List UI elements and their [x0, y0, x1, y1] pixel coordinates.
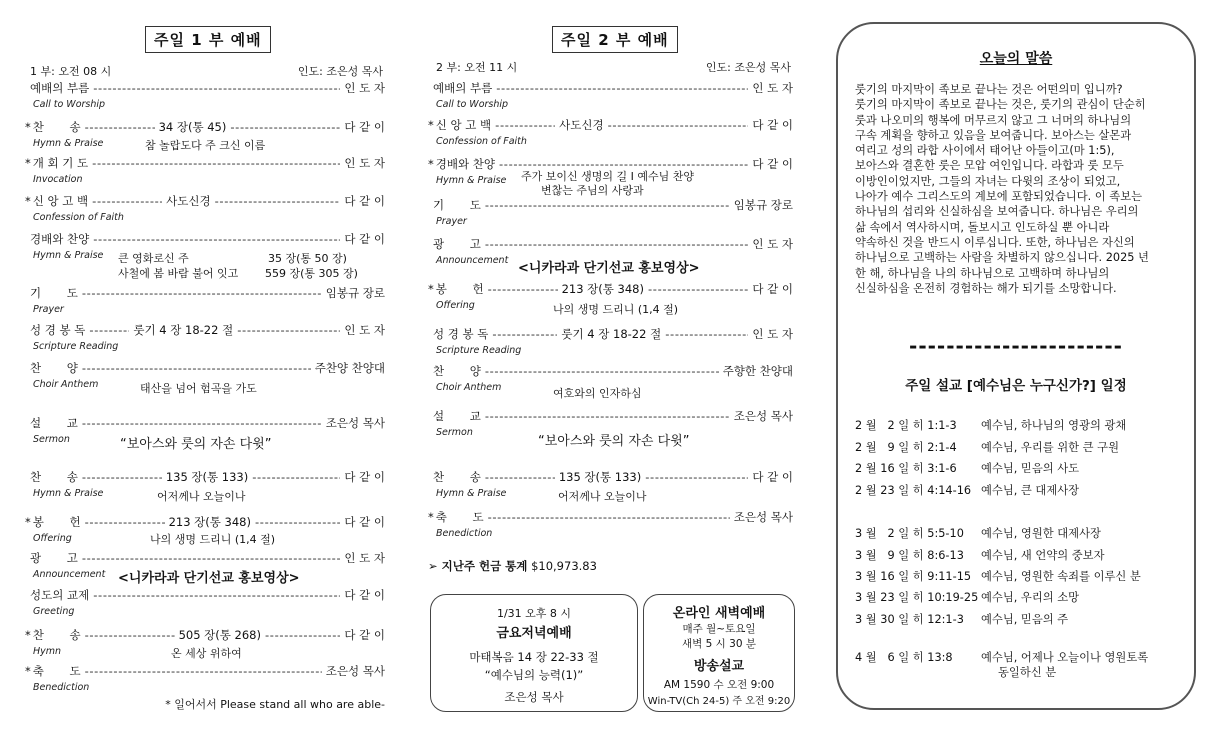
schedule-topic: 예수님, 우리의 소망 — [981, 591, 1080, 604]
schedule-row — [855, 649, 1148, 665]
program-row — [25, 469, 385, 485]
friday-scripture: 마태복음 14 장 22-33 절 — [469, 650, 599, 664]
todays-word-panel — [836, 22, 1196, 710]
program-row — [25, 285, 385, 301]
leader-dots — [665, 327, 748, 341]
program-item-name: 개 회 기 도 — [32, 156, 89, 170]
stand-marker: * — [428, 282, 434, 296]
program-item-english: Greeting — [33, 606, 75, 617]
leader-dots — [82, 551, 341, 565]
program-item-label — [428, 469, 481, 485]
program-item-english: Invocation — [33, 174, 83, 185]
program-row — [25, 193, 385, 209]
program-row — [428, 236, 793, 252]
program-item-name: 설 교 — [30, 416, 78, 430]
program-item-detail: 213 장(통 348) — [561, 282, 644, 296]
program-item-label — [428, 509, 484, 525]
program-item-leader: 다 같 이 — [344, 194, 385, 208]
program-item-label — [25, 663, 81, 679]
program-item-name: 성 경 봉 독 — [30, 323, 86, 337]
program-item-name: 기 도 — [433, 198, 481, 212]
paragraph-line: 하나님으로 고백하는 사람을 차별하지 않으십니다. 2025 년 — [855, 251, 1149, 265]
program-row — [25, 627, 385, 643]
leader-dots — [485, 364, 719, 378]
leader-dots — [85, 120, 155, 134]
program-row — [428, 408, 793, 424]
program-item-label — [25, 514, 81, 530]
stand-footnote: * 일어서서 Please stand all who are able- — [165, 698, 385, 711]
program-item-label — [25, 627, 81, 643]
first-service-time: 1 부: 오전 08 시 — [30, 65, 112, 78]
schedule-topic: 예수님, 하나님의 영광의 광채 — [981, 419, 1127, 432]
program-item-leader: 인 도 자 — [344, 156, 385, 170]
program-item-english: Hymn & Praise — [436, 175, 507, 186]
program-item-english: Benediction — [33, 682, 90, 693]
program-item-detail: 135 장(통 133) — [165, 470, 249, 484]
program-item-leader: 임봉규 장로 — [733, 198, 793, 212]
stand-marker: * — [428, 118, 434, 132]
schedule-date: 3 월 30 일 히 12:1-3 — [855, 613, 964, 626]
program-item-leader: 인 도 자 — [344, 323, 385, 337]
offering-stats-label: ➢ 지난주 헌금 통계 — [428, 559, 528, 573]
paragraph-line: 구속 계획을 향하고 있음을 보여줍니다. 보아스는 살몬과 — [855, 128, 1132, 142]
program-item-note: 태산을 넘어 험곡을 가도 — [140, 382, 257, 395]
leader-dots — [252, 470, 340, 484]
program-item-label — [25, 322, 85, 338]
schedule-topic: 예수님, 우리를 위한 큰 구원 — [981, 441, 1119, 454]
leader-dots — [82, 361, 311, 375]
schedule-row — [855, 482, 1079, 498]
schedule-row — [855, 568, 1141, 584]
second-service-time: 2 부: 오전 11 시 — [436, 61, 518, 74]
schedule-topic: 예수님, 어제나 오늘이나 영원토록 — [981, 651, 1149, 664]
program-item-leader: 다 같 이 — [344, 470, 385, 484]
program-item-note: 나의 생명 드리니 (1,4 절) — [150, 533, 276, 546]
program-item-note: 어저께나 오늘이나 — [558, 490, 647, 503]
program-item-name: 봉 헌 — [435, 282, 484, 296]
broadcast-am: AM 1590 수 오전 9:00 — [663, 679, 775, 691]
leader-dots — [92, 156, 340, 170]
leader-dots — [265, 628, 340, 642]
program-item-english: Hymn & Praise — [33, 250, 104, 261]
program-item-english: Call to Worship — [436, 99, 509, 110]
program-item-english: Hymn & Praise — [33, 488, 104, 499]
program-item-english: Offering — [436, 300, 475, 311]
leader-dots — [645, 470, 748, 484]
program-item-name: 찬 송 — [32, 628, 81, 642]
program-item-note: 어저께나 오늘이나 — [157, 490, 246, 503]
first-service-title: 주일 1 부 예배 — [145, 26, 271, 53]
program-item-leader: 조은성 목사 — [733, 409, 793, 423]
program-item-leader: 인 도 자 — [344, 81, 385, 95]
todays-word-paragraph — [855, 82, 1185, 296]
program-item-leader: 인 도 자 — [752, 327, 793, 341]
program-item-label — [428, 281, 484, 297]
program-row — [25, 514, 385, 530]
leader-dots — [496, 81, 748, 95]
program-item-english: Hymn & Praise — [436, 488, 507, 499]
paragraph-line: 룻과 나오미의 행복에 머무르지 않고 그 너머의 하나님의 — [855, 113, 1132, 127]
schedule-row — [855, 439, 1119, 455]
program-row — [25, 119, 385, 135]
program-item-leader: 인 도 자 — [344, 551, 385, 565]
program-row — [25, 155, 385, 171]
schedule-date: 2 월 2 일 히 1:1-3 — [855, 419, 957, 432]
schedule-row — [855, 547, 1105, 563]
program-item-detail: 룻기 4 장 18-22 절 — [133, 323, 234, 337]
program-row — [25, 415, 385, 431]
friday-title: 금요저녁예배 — [496, 626, 572, 641]
leader-dots — [485, 409, 730, 423]
program-item-english: Prayer — [436, 216, 467, 227]
stand-marker: * — [25, 628, 31, 642]
second-service-leader: 인도: 조은성 목사 — [705, 61, 791, 74]
praise-song-1-number: 35 장(통 50 장) — [268, 252, 347, 265]
schedule-row — [855, 417, 1126, 433]
todays-word-title: 오늘의 말씀 — [979, 51, 1053, 67]
schedule-date: 3 월 23 일 히 10:19-25 — [855, 591, 979, 604]
program-item-note: <니카라과 단기선교 홍보영상> — [118, 571, 300, 586]
program-item-english: Call to Worship — [33, 99, 106, 110]
program-item-note: 여호와의 인자하심 — [553, 387, 642, 400]
leader-dots — [215, 194, 341, 208]
program-item-english: Offering — [33, 533, 72, 544]
program-item-english: Scripture Reading — [436, 345, 522, 356]
leader-dots — [485, 470, 555, 484]
program-item-detail: 사도신경 — [166, 194, 211, 208]
leader-dots — [82, 286, 322, 300]
program-item-label — [25, 587, 89, 603]
program-row — [428, 363, 793, 379]
program-row — [25, 663, 385, 679]
broadcast-title: 방송설교 — [693, 659, 745, 674]
leader-dots — [485, 237, 749, 251]
paragraph-line: 여리고 성의 라합 사이에서 태어난 아들이고(마 1:5), — [855, 144, 1115, 158]
stand-marker: * — [428, 157, 434, 171]
program-item-name: 찬 송 — [30, 470, 78, 484]
program-item-name: 광 고 — [30, 551, 78, 565]
schedule-topic: 예수님, 믿음의 사도 — [981, 462, 1080, 475]
stand-marker: * — [25, 515, 31, 529]
program-item-name: 신 앙 고 백 — [32, 194, 89, 208]
program-item-english: Announcement — [436, 255, 509, 266]
leader-dots — [255, 515, 340, 529]
program-item-note: 참 놀랍도다 주 크신 이름 — [145, 139, 266, 152]
program-item-leader: 다 같 이 — [344, 588, 385, 602]
stand-marker: * — [25, 194, 31, 208]
program-item-leader: 다 같 이 — [344, 120, 385, 134]
program-item-label — [25, 80, 89, 96]
program-item-leader: 조은성 목사 — [733, 510, 793, 524]
program-row — [428, 197, 793, 213]
leader-dots — [492, 327, 557, 341]
paragraph-line: 한 해, 하나님을 나의 하나님으로 고백하며 하나님의 — [855, 266, 1110, 280]
program-item-label — [25, 155, 88, 171]
program-row — [25, 231, 385, 247]
program-item-detail: 룻기 4 장 18-22 절 — [561, 327, 662, 341]
program-item-label — [25, 285, 78, 301]
schedule-date: 3 월 16 일 히 9:11-15 — [855, 570, 972, 583]
paragraph-line: 약속하신 것을 반드시 이루십니다. 또한, 하나님은 자신의 — [855, 235, 1135, 249]
leader-dots — [85, 628, 175, 642]
leader-dots — [93, 232, 340, 246]
program-item-leader: 다 같 이 — [752, 118, 793, 132]
program-item-name: 경배와 찬양 — [435, 157, 495, 171]
broadcast-tv: Win-TV(Ch 24-5) 주 오전 9:20 — [647, 696, 791, 707]
program-item-leader: 다 같 이 — [344, 515, 385, 529]
program-item-note: “보아스와 룻의 자손 다윗” — [538, 434, 690, 449]
stand-marker: * — [25, 156, 31, 170]
sermon-schedule-title: 주일 설교 [예수님은 누구신가?] 일정 — [905, 378, 1127, 394]
program-item-name: 축 도 — [435, 510, 484, 524]
program-item-name: 경배와 찬양 — [30, 232, 90, 246]
leader-dots — [495, 118, 555, 132]
program-item-name: 신 앙 고 백 — [435, 118, 492, 132]
program-item-english: Confession of Faith — [436, 136, 527, 147]
program-row — [25, 322, 385, 338]
first-service-column — [25, 0, 385, 735]
leader-dots — [93, 81, 340, 95]
schedule-row — [855, 589, 1079, 605]
program-item-name: 찬 양 — [30, 361, 78, 375]
praise-song-2: 사철에 봄 바람 불어 잇고 — [118, 267, 239, 280]
program-item-leader: 다 같 이 — [752, 470, 793, 484]
program-item-english: Announcement — [33, 569, 106, 580]
schedule-date: 2 월 9 일 히 2:1-4 — [855, 441, 957, 454]
leader-dots — [82, 416, 322, 430]
leader-dots — [82, 470, 162, 484]
program-item-label — [428, 117, 491, 133]
program-item-leader: 조은성 목사 — [325, 416, 385, 430]
program-item-label — [25, 550, 78, 566]
leader-dots — [608, 118, 749, 132]
schedule-date: 2 월 16 일 히 3:1-6 — [855, 462, 957, 475]
program-item-english: Sermon — [436, 427, 473, 438]
second-service-title: 주일 2 부 예배 — [552, 26, 678, 53]
schedule-date: 4 월 6 일 히 13:8 — [855, 651, 953, 664]
praise-song-2: 변찮는 주님의 사랑과 — [541, 184, 644, 197]
stand-marker: * — [25, 664, 31, 678]
leader-dots — [488, 282, 558, 296]
program-item-label — [25, 469, 78, 485]
program-item-name: 기 도 — [30, 286, 78, 300]
program-item-name: 성 경 봉 독 — [433, 327, 489, 341]
program-item-label — [428, 408, 481, 424]
paragraph-line: 신실하심을 온전히 경험하는 해가 되기를 소망합니다. — [855, 281, 1117, 295]
schedule-topic: 예수님, 믿음의 주 — [981, 613, 1069, 626]
leader-dots — [85, 515, 165, 529]
program-row — [428, 281, 793, 297]
leader-dots — [230, 120, 340, 134]
online-title: 온라인 새벽예배 — [672, 606, 766, 621]
leader-dots — [93, 588, 340, 602]
program-row — [428, 469, 793, 485]
program-item-leader: 인 도 자 — [752, 237, 793, 251]
program-item-label — [428, 363, 481, 379]
section-divider: ----------------------- — [909, 334, 1123, 358]
friday-topic: “예수님의 능력(1)” — [484, 668, 584, 682]
paragraph-line: 나아가 예수 그리스도의 계보에 포함되었습니다. 이 족보는 — [855, 190, 1143, 204]
program-item-name: 예배의 부름 — [30, 81, 90, 95]
program-item-name: 찬 양 — [433, 364, 481, 378]
stand-marker: * — [25, 120, 31, 134]
program-item-leader: 다 같 이 — [344, 628, 385, 642]
online-dawn-box — [643, 594, 795, 712]
program-row — [428, 117, 793, 133]
leader-dots — [237, 323, 340, 337]
program-item-english: Choir Anthem — [436, 382, 502, 393]
stand-marker: * — [428, 510, 434, 524]
program-item-english: Confession of Faith — [33, 212, 124, 223]
program-item-english: Hymn & Praise — [33, 138, 104, 149]
program-item-detail: 사도신경 — [559, 118, 604, 132]
program-item-label — [428, 80, 492, 96]
program-item-label — [428, 197, 481, 213]
paragraph-line: 하나님의 섭리와 신실하심을 보여줍니다. 하나님은 우리의 — [855, 205, 1139, 219]
program-item-english: Benediction — [436, 528, 493, 539]
program-item-label — [25, 231, 89, 247]
program-row — [428, 80, 793, 96]
schedule-topic: 예수님, 영원한 대제사장 — [981, 527, 1101, 540]
program-item-leader: 다 같 이 — [752, 282, 793, 296]
online-days: 매주 월~토요일 — [682, 623, 756, 635]
program-item-name: 설 교 — [433, 409, 481, 423]
program-item-english: Hymn — [33, 646, 62, 657]
leader-dots — [485, 198, 730, 212]
program-item-note: 온 세상 위하여 — [171, 647, 242, 660]
program-item-leader: 다 같 이 — [752, 157, 793, 171]
program-item-english: Prayer — [33, 304, 64, 315]
friday-service-box — [430, 594, 638, 712]
program-item-leader: 임봉규 장로 — [325, 286, 385, 300]
program-row — [25, 360, 385, 376]
program-item-leader: 주찬양 찬양대 — [314, 361, 385, 375]
offering-stats-value: $10,973.83 — [531, 559, 597, 573]
program-row — [25, 80, 385, 96]
friday-date: 1/31 오후 8 시 — [496, 607, 572, 620]
schedule-topic: 예수님, 영원한 속죄를 이루신 분 — [981, 570, 1141, 583]
program-item-name: 광 고 — [433, 237, 481, 251]
program-row — [428, 326, 793, 342]
program-row — [25, 587, 385, 603]
paragraph-line: 룻기의 마지막이 족보로 끝나는 것은 어떤의미 입니까? — [855, 83, 1123, 96]
schedule-row — [855, 460, 1079, 476]
program-item-label — [428, 236, 481, 252]
program-item-detail: 213 장(통 348) — [168, 515, 251, 529]
schedule-row — [855, 611, 1068, 627]
paragraph-line: 이방인이었지만, 그들의 자녀는 다윗의 조상이 되었고, — [855, 174, 1121, 188]
program-item-name: 성도의 교제 — [30, 588, 90, 602]
program-item-name: 찬 송 — [32, 120, 81, 134]
program-item-note: 나의 생명 드리니 (1,4 절) — [553, 303, 679, 316]
program-item-label — [25, 360, 78, 376]
leader-dots — [92, 194, 162, 208]
friday-pastor: 조은성 목사 — [504, 690, 564, 704]
schedule-date: 3 월 2 일 히 5:5-10 — [855, 527, 964, 540]
leader-dots — [89, 323, 129, 337]
praise-song-2-number: 559 장(통 305 장) — [265, 267, 358, 280]
program-item-leader: 인 도 자 — [752, 81, 793, 95]
schedule-date: 2 월 23 일 히 4:14-16 — [855, 484, 972, 497]
program-item-label — [428, 326, 488, 342]
praise-song-1: 주가 보이신 생명의 길 I 예수님 찬양 — [521, 170, 694, 183]
leader-dots — [488, 510, 730, 524]
program-item-label — [428, 156, 495, 172]
paragraph-line: 보아스와 결혼한 룻은 모압 여인입니다. 라합과 룻 모두 — [855, 159, 1124, 173]
offering-stats — [428, 558, 597, 574]
leader-dots — [648, 282, 748, 296]
program-item-detail: 135 장(통 133) — [558, 470, 642, 484]
program-row — [25, 550, 385, 566]
program-item-label — [25, 415, 78, 431]
praise-song-1: 큰 영화로신 주 — [118, 252, 189, 265]
schedule-row — [855, 525, 1101, 541]
schedule-topic-continuation: 동일하신 분 — [998, 666, 1057, 679]
schedule-topic: 예수님, 큰 대제사장 — [981, 484, 1080, 497]
paragraph-line: 룻기의 마지막이 족보로 끝나는 것은, 룻기의 관심이 단순히 — [855, 98, 1146, 112]
first-service-leader: 인도: 조은성 목사 — [297, 65, 383, 78]
second-service-column — [428, 0, 793, 735]
program-item-name: 봉 헌 — [32, 515, 81, 529]
program-item-english: Scripture Reading — [33, 341, 119, 352]
program-item-leader: 주향한 찬양대 — [722, 364, 793, 378]
program-item-label — [25, 193, 88, 209]
program-item-name: 예배의 부름 — [433, 81, 493, 95]
program-item-name: 찬 송 — [433, 470, 481, 484]
online-time: 새벽 5 시 30 분 — [682, 638, 756, 650]
program-item-leader: 조은성 목사 — [325, 664, 385, 678]
program-item-name: 축 도 — [32, 664, 81, 678]
program-item-english: Sermon — [33, 434, 70, 445]
program-item-detail: 505 장(통 268) — [178, 628, 261, 642]
leader-dots — [85, 664, 322, 678]
program-item-note: <니카라과 단기선교 홍보영상> — [518, 261, 700, 276]
schedule-date: 3 월 9 일 히 8:6-13 — [855, 549, 964, 562]
program-item-label — [25, 119, 81, 135]
program-item-english: Choir Anthem — [33, 379, 99, 390]
program-item-detail: 34 장(통 45) — [158, 120, 227, 134]
paragraph-line: 삶 속에서 역사하시며, 돌보시고 인도하실 뿐 아니라 — [855, 220, 1110, 234]
program-row — [428, 509, 793, 525]
program-item-leader: 다 같 이 — [344, 232, 385, 246]
program-item-note: “보아스와 룻의 자손 다윗” — [120, 437, 272, 452]
schedule-topic: 예수님, 새 언약의 중보자 — [981, 549, 1105, 562]
